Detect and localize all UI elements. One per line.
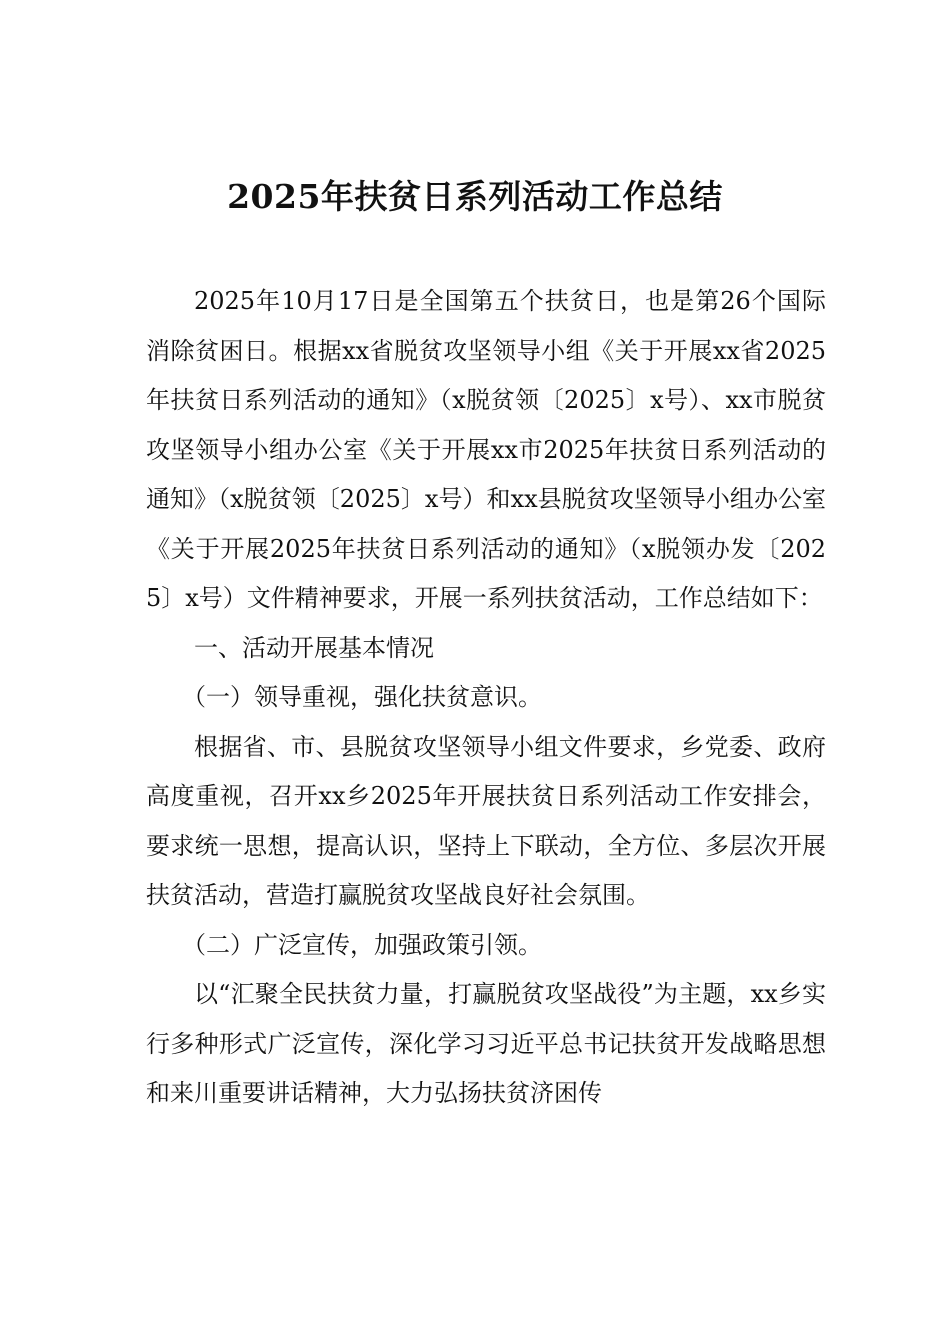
paragraph-leadership: 根据省、市、县脱贫攻坚领导小组文件要求，乡党委、政府高度重视，召开xx乡2025年开展扶贫日系列活动工作安排会，要求统一思想，提高认识，坚持上下联动，全方位、多层次开展扶贫活动，营造打赢脱贫攻坚战良好社会氛围。: [146, 732, 826, 909]
paragraph-intro: 2025年10月17日是全国第五个扶贫日，也是第26个国际消除贫困日。根据xx省脱贫攻坚领导小组《关于开展xx省2025年扶贫日系列活动的通知》（x脱贫领〔2025〕x号）、xx市脱贫攻坚领导小组办公室《关于开展xx市2025年扶贫日系列活动的通知》（x脱贫领〔2025〕x号）和xx县脱贫攻坚领导小组办公室《关于开展2025年扶贫日系列活动的通知》（x脱领办发〔2025〕x号）文件精神要求，开展一系列扶贫活动，工作总结如下：: [146, 287, 826, 612]
document-body: [146, 277, 826, 1119]
paragraph-publicity: 以“汇聚全民扶贫力量，打赢脱贫攻坚战役”为主题，xx乡实行多种形式广泛宣传，深化学习习近平总书记扶贫开发战略思想和来川重要讲话精神，大力弘扬扶贫济困传: [146, 980, 826, 1107]
document-title: 2025年扶贫日系列活动工作总结: [227, 177, 723, 216]
section-heading-activities: 一、活动开展基本情况: [194, 633, 434, 662]
subsection-heading-publicity: （二）广泛宣传，加强政策引领。: [182, 930, 542, 959]
subsection-heading-leadership: （一）领导重视，强化扶贫意识。: [182, 683, 542, 711]
